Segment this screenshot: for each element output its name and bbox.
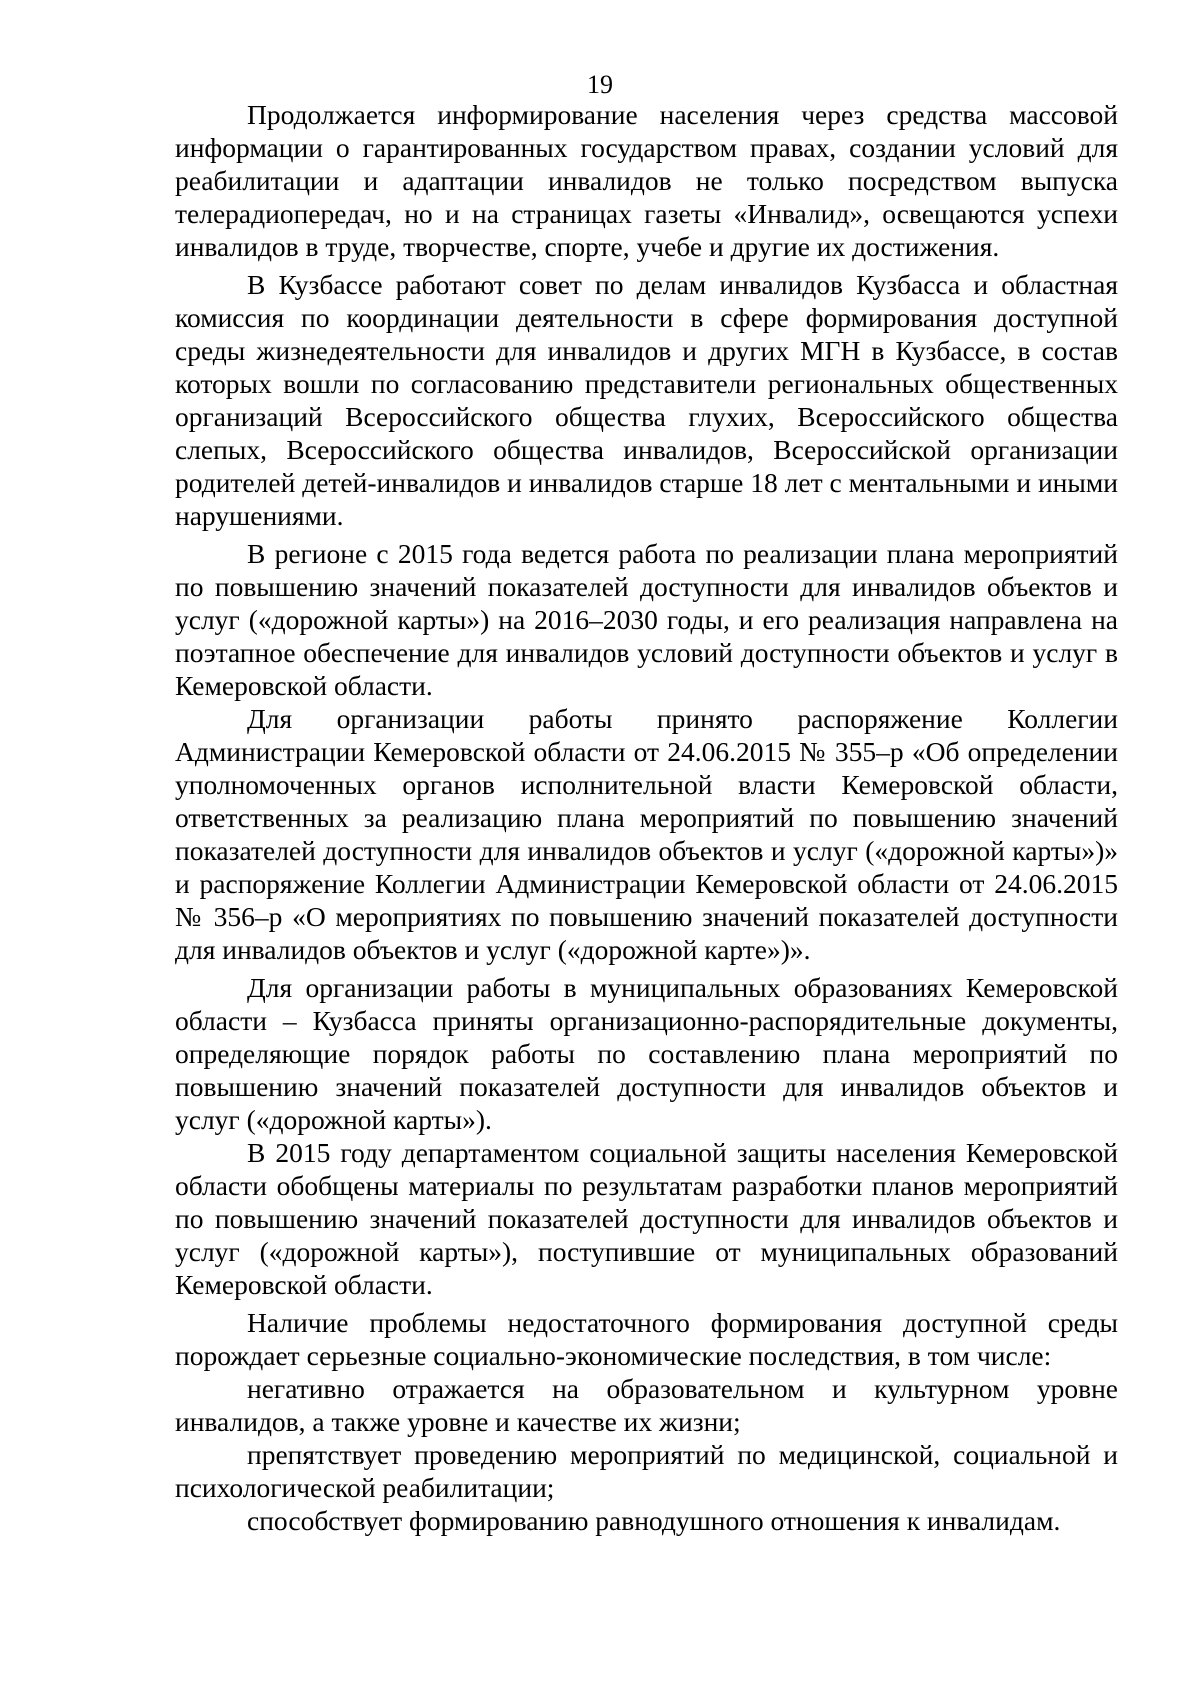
document-body	[175, 98, 1118, 1537]
paragraph-roadmap-plan: В регионе с 2015 года ведется работа по реализации плана мероприятий по повышению значений показателей доступности для инвалидов объектов и услуг («дорожной карты») на 2016–2030 годы, и его реализация направлена на поэтапное обеспечение для инвалидов условий доступности объектов и услуг в Кемеровской области.	[175, 538, 1118, 701]
paragraph-department-2015: В 2015 году департаментом социальной защиты населения Кемеровской области обобщены материалы по результатам разработки планов мероприятий по повышению значений показателей доступности для инвалидов объектов и услуг («дорожной карты»), поступившие от муниципальных образований Кемеровской области.	[175, 1137, 1118, 1300]
paragraph-municipal-documents: Для организации работы в муниципальных образованиях Кемеровской области – Кузбасса приняты организационно-распорядительные документы, определяющие порядок работы по составлению плана мероприятий по повышению значений показателей доступности для инвалидов объектов и услуг («дорожной карты»).	[175, 972, 1118, 1135]
page-number: 19	[587, 70, 613, 99]
list-item-indifference: способствует формированию равнодушного отношения к инвалидам.	[247, 1505, 1061, 1536]
paragraph-media-information: Продолжается информирование населения через средства массовой информации о гарантированных государством правах, создании условий для реабилитации и адаптации инвалидов не только посредством выпуска телерадиопередач, но и на страницах газеты «Инвалид», освещаются успехи инвалидов в труде, творчестве, спорте, учебе и другие их достижения.	[175, 99, 1118, 262]
paragraph-collegium-orders: Для организации работы принято распоряжение Коллегии Администрации Кемеровской области от 24.06.2015 № 355–р «Об определении уполномоченных органов исполнительной власти Кемеровской области, ответственных за реализацию плана мероприятий по повышению значений показателей доступности для инвалидов объектов и услуг («дорожной карты»)» и распоряжение Коллегии Администрации Кемеровской области от 24.06.2015 № 356–р «О мероприятиях по повышению значений показателей доступности для инвалидов объектов и услуг («дорожной карте»)».	[175, 703, 1118, 965]
paragraph-kuzbass-council: В Кузбассе работают совет по делам инвалидов Кузбасса и областная комиссия по координации деятельности в сфере формирования доступной среды жизнедеятельности для инвалидов и других МГН в Кузбассе, в состав которых вошли по согласованию представители региональных общественных организаций Всероссийского общества глухих, Всероссийского общества слепых, Всероссийского общества инвалидов, Всероссийской организации родителей детей-инвалидов и инвалидов старше 18 лет с ментальными и иными нарушениями.	[175, 269, 1118, 531]
list-item-rehabilitation: препятствует проведению мероприятий по медицинской, социальной и психологической реабилитации;	[175, 1439, 1118, 1503]
list-item-education-culture: негативно отражается на образовательном и культурном уровне инвалидов, а также уровне и качестве их жизни;	[175, 1373, 1118, 1437]
paragraph-problem-consequences: Наличие проблемы недостаточного формирования доступной среды порождает серьезные социально-экономические последствия, в том числе:	[175, 1307, 1118, 1371]
